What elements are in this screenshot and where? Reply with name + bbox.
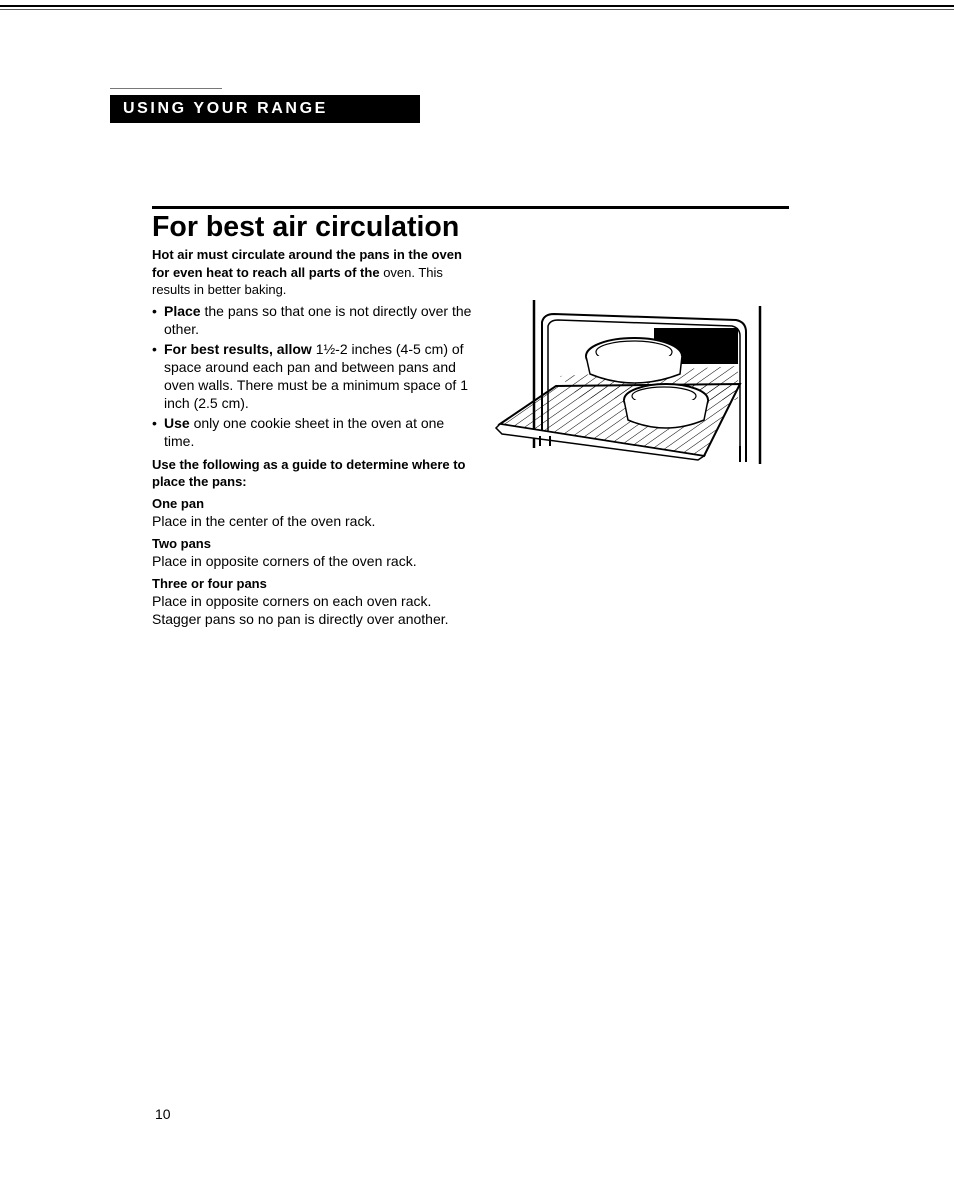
bullet-text: only one cookie sheet in the oven at one time. — [164, 414, 445, 449]
content-column — [152, 246, 472, 628]
guide-heading: Use the following as a guide to determine where to place the pans: — [152, 456, 466, 489]
list-item — [152, 340, 472, 412]
bullet-lead: Place — [164, 302, 201, 319]
placement-text-two-pans: Place in opposite corners of the oven rack. — [152, 552, 417, 569]
bullet-dot: • — [152, 340, 157, 357]
page-number: 10 — [155, 1106, 171, 1122]
placement-text-three-four-pans: Place in opposite corners on each oven rack. Stagger pans so no pan is directly over another. — [152, 592, 449, 627]
placement-heading-two-pans: Two pans — [152, 535, 211, 551]
oven-rack-with-pans-icon — [492, 296, 768, 472]
placement-heading-one-pan: One pan — [152, 495, 205, 511]
bullet-dot: • — [152, 302, 157, 319]
section-header: USING YOUR RANGE — [110, 95, 420, 123]
page-title: For best air circulation — [152, 211, 460, 243]
bullet-dot: • — [152, 414, 157, 431]
bullet-text: the pans so that one is not directly over the other. — [164, 302, 472, 337]
list-item — [152, 414, 472, 450]
tips-list — [152, 302, 472, 450]
intro-light: oven. This results in better baking. — [152, 264, 443, 297]
intro-paragraph — [152, 246, 472, 299]
list-item — [152, 302, 472, 338]
header-dash — [110, 88, 222, 89]
bullet-lead: Use — [164, 414, 190, 431]
top-border-rule-thin — [0, 9, 954, 10]
bullet-lead: For best results, allow — [164, 340, 312, 357]
placement-text-one-pan: Place in the center of the oven rack. — [152, 512, 376, 529]
intro-bold: Hot air must circulate around the pans in the oven for even heat to reach all parts of the — [152, 247, 462, 280]
placement-heading-three-four-pans: Three or four pans — [152, 575, 267, 591]
bullet-text: 1½-2 inches (4-5 cm) of space around each pan and between pans and oven walls. There must be a minimum space of 1 inch (2.5 cm). — [164, 340, 468, 411]
top-border-rule — [0, 5, 954, 7]
